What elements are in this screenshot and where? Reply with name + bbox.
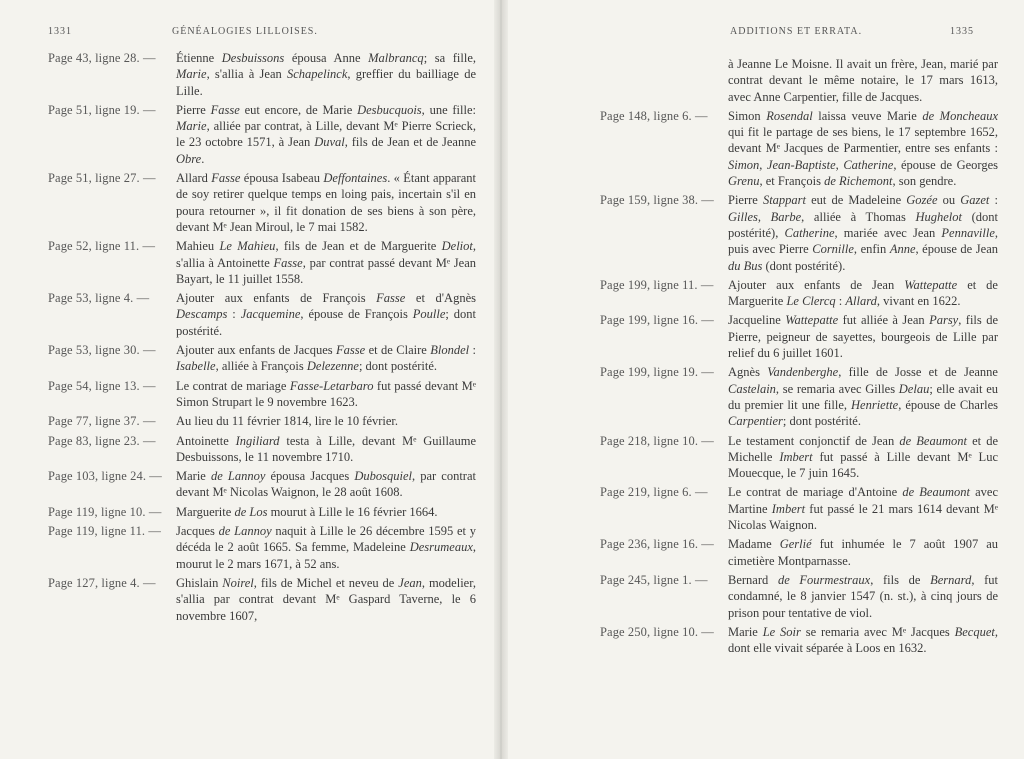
italic-name: Bernard — [930, 572, 972, 587]
text-run: , alliée à François — [215, 359, 307, 374]
text-run: Agnès — [728, 365, 768, 380]
text-run: Marie — [176, 469, 211, 484]
italic-name: Deffontaines — [323, 171, 388, 186]
text-run: : — [227, 307, 241, 322]
errata-entry — [48, 468, 476, 501]
italic-name: Allard — [845, 294, 877, 309]
italic-name: Gilles — [728, 209, 758, 224]
text-run: ; dont postérité. — [358, 359, 438, 374]
italic-name: Ingiliard — [235, 433, 280, 448]
text-run: eut encore, de Marie — [239, 102, 358, 117]
errata-entry — [48, 575, 476, 624]
italic-name: Hughelot — [915, 209, 962, 224]
text-run: Étienne — [176, 51, 222, 65]
entry-reference: Page 54, ligne 13. — — [48, 378, 156, 393]
text-run: épousa Anne — [284, 51, 369, 65]
italic-name: Descamps — [176, 307, 228, 322]
text-run: , puis avec Pierre — [728, 225, 998, 257]
text-run: Ajouter aux enfants de Jacques — [176, 343, 337, 358]
text-run: , fille de Josse et de Jeanne — [838, 365, 998, 380]
text-run: ; elle avait eu du premier lit une fille, — [728, 381, 998, 412]
entry-text — [176, 413, 476, 429]
entry-reference: Page 43, ligne 28. — — [48, 51, 156, 65]
entry-reference: Page 52, ligne 11. — — [48, 239, 156, 254]
entry-reference: Page 236, ligne 16. — — [600, 537, 714, 552]
italic-name: Barbe — [770, 209, 802, 224]
italic-name: Imbert — [779, 449, 813, 464]
italic-name: Wattepatte — [904, 277, 958, 292]
text-run: ou — [937, 193, 961, 208]
italic-name: Marie — [176, 67, 207, 82]
entry-reference: Page 199, ligne 16. — — [600, 313, 714, 328]
text-run: , marié par contrat devant le même notaire, le 17 mars 1613, avec Anne — [728, 57, 998, 104]
text-run: se remaria avec Mᵉ Jacques — [800, 624, 955, 639]
text-run: , par contrat devant Mᵉ Nicolas Waignon, le 28 août 1608. — [176, 469, 476, 500]
entry-reference: Page 77, ligne 37. — — [48, 414, 156, 429]
italic-name: Becquet — [954, 624, 995, 639]
text-run: (dont postérité), — [728, 209, 998, 240]
text-run: Bernard — [728, 572, 778, 587]
text-run: Le contrat de mariage — [176, 378, 290, 393]
italic-name: Vandenberghe — [767, 365, 839, 380]
italic-name: Delau — [898, 381, 930, 396]
text-run: ; dont postérité. — [176, 307, 476, 338]
text-run: et d'Agnès — [405, 291, 476, 306]
italic-name: Gerlié — [779, 537, 812, 552]
italic-name: Parsy — [929, 313, 959, 328]
italic-name: de Moncheaux — [922, 108, 998, 123]
italic-name: Le Mahieu — [219, 239, 276, 254]
errata-entry — [48, 50, 476, 99]
right-page — [506, 0, 1024, 759]
continuation-text — [600, 56, 998, 105]
text-run: et de Marguerite — [728, 277, 998, 309]
italic-name: Imbert — [771, 501, 806, 516]
italic-name: Anne — [889, 242, 916, 257]
italic-name: Jean-Baptiste — [766, 157, 836, 172]
text-run: , mourut le 2 mars 1671, à 52 ans. — [176, 540, 476, 571]
italic-name: Catherine — [784, 225, 835, 240]
entry-text — [176, 504, 476, 520]
text-run: , fils de Jean et de Marguerite — [275, 239, 442, 254]
entry-text — [176, 238, 476, 287]
entry-reference: Page 245, ligne 1. — — [600, 572, 708, 587]
text-run: Marguerite — [176, 504, 235, 519]
text-run: , — [835, 157, 844, 172]
right-entries — [600, 56, 998, 659]
errata-entry — [48, 170, 476, 235]
text-run: ; sa fille, — [423, 51, 476, 65]
text-run: Madame — [728, 537, 780, 552]
italic-name: Stappart — [762, 193, 807, 208]
italic-name: Jean — [921, 57, 944, 71]
text-run: Pierre — [728, 193, 763, 208]
entry-reference: Page 51, ligne 27. — — [48, 171, 156, 186]
italic-name: Pennaville — [941, 225, 995, 240]
italic-name: Le Soir — [762, 624, 801, 639]
italic-name: Duval — [314, 135, 345, 150]
entry-text — [728, 624, 998, 657]
text-run: , se remaria avec Gilles — [775, 381, 899, 396]
entry-text — [728, 536, 998, 569]
italic-name: de Fourmestraux — [777, 572, 871, 587]
text-run: et de Claire — [365, 343, 431, 358]
italic-name: Wattepatte — [785, 313, 839, 328]
italic-name: Deliot — [441, 239, 473, 254]
text-run: . « Étant apparant de soy retirer quelque temps en loing pais, incertain s'il en poura retourner », il fit donation de ses biens à son père, devant Mᵉ Jean Miroul, le 7 mai 1582. — [176, 171, 476, 234]
text-run: (dont postérité). — [762, 258, 846, 273]
text-run: , — [759, 157, 767, 172]
entry-text — [728, 108, 998, 189]
text-run: naquit à Lille le 26 décembre 1595 et y décéda le 2 août 1665. Sa femme, Madeleine — [176, 524, 476, 555]
italic-name: du Bus — [728, 258, 763, 273]
text-run: , fils de Pierre, peigneur de sayettes, bourgeois de Lille par relief du 6 juillet 1601. — [728, 313, 998, 361]
text-run: , s'allia à Antoinette — [176, 239, 476, 270]
text-run: testa à Lille, devant Mᵉ Guillaume Desbuissons, le 11 novembre 1710. — [176, 433, 476, 464]
italic-name: Fasse-Letarbaro — [289, 378, 374, 393]
entry-reference: Page 219, ligne 6. — — [600, 485, 708, 500]
text-run: , son gendre. — [892, 174, 957, 189]
entry-reference: Page 199, ligne 11. — — [600, 277, 714, 292]
text-run: , alliée par contrat, à Lille, devant Mᵉ Pierre Scrieck, le 23 octobre 1571, à Jean — [176, 119, 476, 150]
text-run: Mahieu — [176, 239, 220, 254]
entry-text — [176, 170, 476, 235]
italic-name: Henriette — [851, 397, 899, 412]
text-run: , épouse de Jean — [915, 242, 998, 257]
text-run: , fils de Jean et de Jeanne — [344, 135, 477, 150]
entry-reference: Page 119, ligne 10. — — [48, 504, 162, 519]
text-run: Marie — [728, 624, 763, 639]
italic-name: de Beaumont — [902, 485, 970, 500]
italic-name: Blondel — [430, 343, 470, 358]
text-run: fut alliée à Jean — [838, 313, 930, 328]
entry-text — [176, 433, 476, 466]
text-run: Pierre — [176, 102, 211, 117]
text-run: Simon — [728, 108, 767, 123]
text-run: , une fille: — [421, 102, 476, 117]
entry-text — [728, 484, 998, 533]
left-page — [0, 0, 496, 759]
italic-name: Grenu — [728, 174, 760, 189]
text-run: mourut à Lille le 16 février 1664. — [267, 504, 438, 519]
entry-reference: Page 199, ligne 19. — — [600, 365, 714, 380]
italic-name: Carpentier — [728, 414, 783, 429]
errata-entry — [48, 413, 476, 429]
text-run: épousa Isabeau — [240, 171, 324, 186]
text-run: Jacqueline — [728, 313, 786, 328]
left-running-title: GÉNÉALOGIES LILLOISES. — [172, 26, 318, 37]
text-run: fut inhumée le 7 août 1907 au cimetière Montparnasse. — [728, 537, 998, 568]
text-run: , épouse de François — [300, 307, 413, 322]
entry-reference: Page 51, ligne 19. — — [48, 102, 156, 117]
italic-name: de Lannoy — [218, 524, 272, 539]
text-run: , fils de — [870, 572, 931, 587]
text-run: , fille de Jacques. — [835, 89, 923, 104]
text-run: avec Martine — [728, 485, 998, 516]
text-run: , greffier du bailliage de Lille. — [176, 67, 477, 98]
italic-name: Cornille — [812, 242, 854, 257]
left-entries — [48, 50, 476, 627]
italic-name: Poulle — [412, 307, 446, 322]
entry-text — [176, 102, 476, 167]
text-run: fut passé le 21 mars 1614 devant Mᵉ Nicolas Waignon. — [728, 501, 998, 533]
text-run: , par contrat passé devant Mᵉ Jean Bayart, le 11 juillet 1558. — [176, 255, 476, 286]
italic-name: Schapelinck — [287, 67, 348, 82]
text-run: Allard — [176, 171, 212, 186]
italic-name: Castelain — [728, 381, 776, 396]
text-run: , fils de Michel et neveu de — [253, 575, 399, 590]
italic-name: de Beaumont — [899, 433, 967, 448]
entry-text — [728, 277, 998, 310]
errata-entry — [600, 277, 998, 310]
text-run: . Il avait un frère, — [828, 57, 922, 71]
italic-name: Noirel — [222, 575, 254, 590]
entry-text — [176, 378, 476, 411]
errata-entry — [600, 433, 998, 482]
errata-entry — [600, 536, 998, 569]
text-run: Ajouter aux enfants de François — [176, 291, 377, 306]
text-run: laissa veuve Marie — [812, 108, 923, 123]
italic-name: de Richemont — [824, 174, 893, 189]
italic-name: Rosendal — [766, 108, 813, 123]
italic-name: Fasse — [211, 171, 241, 186]
text-run: , mariée avec Jean — [834, 225, 942, 240]
entry-reference: Page 53, ligne 30. — — [48, 343, 156, 358]
errata-entry — [600, 484, 998, 533]
text-run: . — [201, 151, 205, 166]
italic-name: Desbuissons — [221, 51, 285, 65]
entry-reference: Page 148, ligne 6. — — [600, 108, 708, 123]
italic-name: Carpentier — [783, 89, 836, 104]
entry-text — [728, 433, 998, 482]
italic-name: Fasse — [210, 102, 240, 117]
italic-name: Catherine — [843, 157, 894, 172]
entry-text — [728, 192, 998, 273]
text-run: , enfin — [853, 242, 890, 257]
entry-text — [176, 575, 476, 624]
errata-entry — [48, 523, 476, 572]
errata-entry — [48, 238, 476, 287]
text-run: et de Michelle — [728, 433, 998, 464]
errata-entry — [600, 572, 998, 621]
text-run: , alliée à Thomas — [801, 209, 916, 224]
errata-entry — [600, 364, 998, 429]
entry-text — [176, 290, 476, 339]
entry-text — [176, 342, 476, 375]
text-run: Antoinette — [176, 433, 236, 448]
entry-text — [176, 50, 476, 99]
errata-entry — [48, 342, 476, 375]
entry-reference: Page 53, ligne 4. — — [48, 291, 150, 306]
text-run: , modelier, s'allia par contrat devant Mᵉ Gaspard Taverne, le 6 novembre 1607, — [176, 575, 476, 623]
errata-entry — [48, 504, 476, 520]
errata-entry — [600, 108, 998, 189]
errata-entry — [600, 192, 998, 273]
italic-name: Desbucquois — [357, 102, 422, 117]
text-run: , et François — [759, 174, 825, 189]
entry-reference: Page 119, ligne 11. — — [48, 524, 161, 539]
entry-text — [728, 312, 998, 361]
italic-name: Fasse — [376, 291, 406, 306]
text-run: Ghislain — [176, 575, 223, 590]
entry-reference: Page 159, ligne 38. — — [600, 193, 714, 208]
text-run: ; dont postérité. — [782, 414, 861, 429]
italic-name: Jacquemine — [240, 307, 301, 322]
italic-name: de Los — [234, 504, 268, 519]
text-run: : — [989, 193, 998, 208]
italic-name: Desrumeaux — [409, 540, 473, 555]
italic-name: Fasse — [273, 255, 303, 270]
italic-name: Jean — [398, 575, 422, 590]
text-run: à Jeanne — [728, 57, 775, 71]
italic-name: Simon — [728, 157, 760, 172]
italic-name: Delezenne — [306, 359, 359, 374]
italic-name: Isabelle — [176, 359, 216, 374]
entry-reference: Page 103, ligne 24. — — [48, 469, 162, 484]
italic-name: Malbrancq — [368, 51, 424, 65]
italic-name: Gazet — [960, 193, 990, 208]
text-run: Ajouter aux enfants de Jean — [728, 277, 905, 292]
entry-text — [728, 364, 998, 429]
text-run: qui fit le partage de ses biens, le 17 septembre 1652, devant Mᵉ Jacques de Parmentier, entre ses enfants : — [728, 125, 998, 156]
errata-entry — [48, 290, 476, 339]
italic-name: Gozée — [906, 193, 938, 208]
errata-entry — [48, 378, 476, 411]
entry-reference: Page 250, ligne 10. — — [600, 624, 714, 639]
italic-name: Le Moisne — [774, 57, 829, 71]
text-run: épousa Jacques — [265, 469, 355, 484]
text-run: : — [469, 343, 476, 358]
entry-reference: Page 218, ligne 10. — — [600, 433, 714, 448]
italic-name: Fasse — [336, 343, 366, 358]
text-run: , dont elle vivait séparée à Loos en 1632. — [728, 624, 998, 656]
text-run: , — [757, 209, 771, 224]
text-run: Le testament conjonctif de Jean — [728, 433, 900, 448]
text-run: Au lieu du 11 février 1814, lire le 10 février. — [176, 414, 399, 429]
italic-name: Dubosquiel — [354, 469, 412, 484]
text-run: , épouse de Charles — [898, 397, 998, 412]
text-run: , fut condamné, le 8 janvier 1547 (n. st.), à cinq jours de prison pour tentative de viol. — [728, 572, 999, 620]
italic-name: Obre — [176, 151, 202, 166]
entry-reference: Page 83, ligne 23. — — [48, 433, 156, 448]
errata-entry — [600, 312, 998, 361]
text-run: Le contrat de mariage d'Antoine — [728, 485, 903, 500]
text-run: fut passé à Lille devant Mᵉ Luc Mouecque, le 7 juin 1645. — [728, 449, 998, 481]
left-page-number: 1331 — [48, 26, 72, 37]
errata-entry — [48, 433, 476, 466]
entry-reference: Page 127, ligne 4. — — [48, 575, 156, 590]
entry-text — [176, 468, 476, 501]
text-run: eut de Madeleine — [806, 193, 907, 208]
text-run: fut passé devant Mᵉ Simon Strupart le 9 novembre 1623. — [176, 378, 476, 409]
italic-name: Marie — [176, 119, 207, 134]
text-run: , vivant en 1622. — [876, 294, 961, 309]
text-run: Jacques — [176, 524, 219, 539]
right-page-number: 1335 — [950, 26, 974, 37]
entry-text — [176, 523, 476, 572]
text-run: , épouse de Georges — [893, 157, 999, 172]
entry-text — [728, 572, 998, 621]
right-running-title: ADDITIONS ET ERRATA. — [730, 26, 863, 37]
text-run: : — [835, 294, 846, 309]
italic-name: Le Clercq — [786, 294, 836, 309]
errata-entry — [48, 102, 476, 167]
text-run: , s'allia à Jean — [206, 67, 287, 82]
errata-entry — [600, 624, 998, 657]
italic-name: de Lannoy — [210, 469, 266, 484]
